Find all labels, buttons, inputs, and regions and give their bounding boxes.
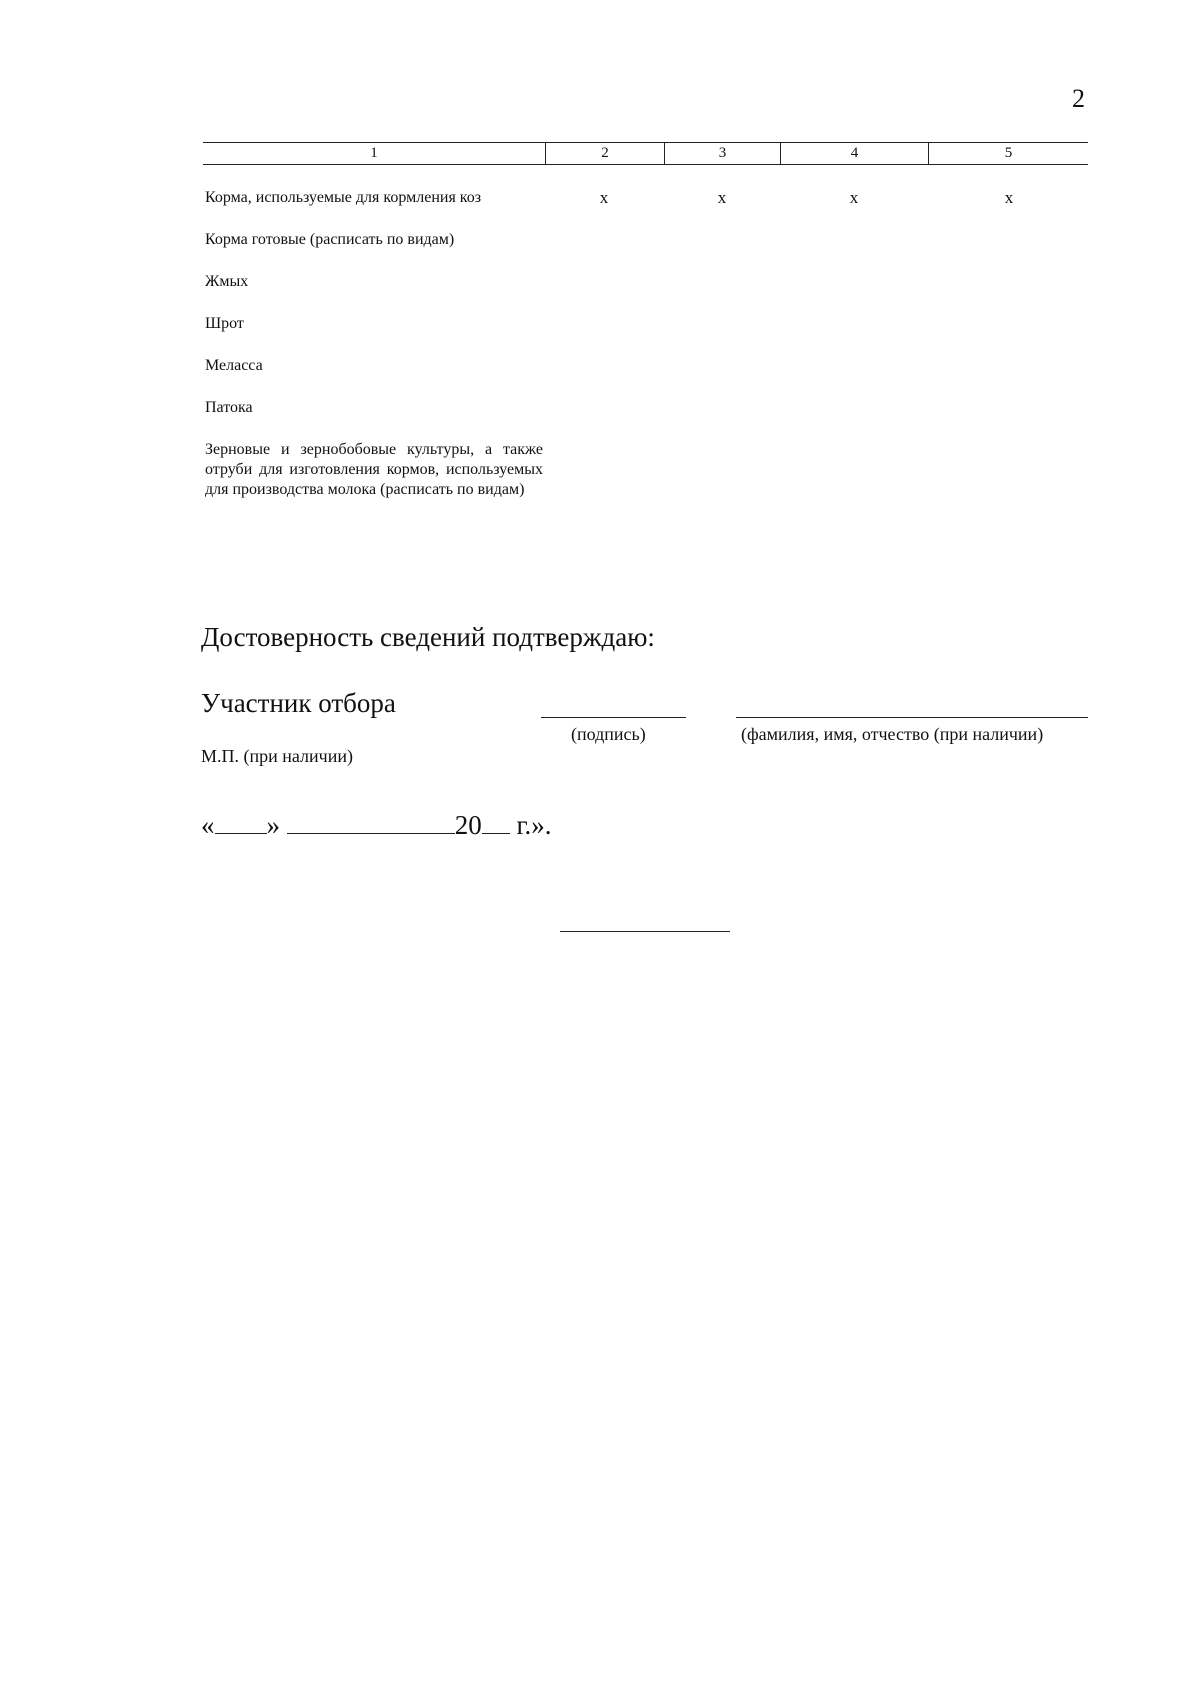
column-number-3: 3	[718, 145, 727, 161]
date-suffix: г.».	[516, 810, 552, 840]
table-cell-mark: х	[849, 188, 859, 207]
table-cell-mark: х	[717, 188, 727, 207]
date-open-quote: «	[201, 810, 215, 840]
table-row-label: Меласса	[205, 357, 263, 374]
table-row-label: Зерновые и зернобобовые культуры, а также отруби для изготовления кормов, используемых для производства молока (расписать по видам)	[205, 441, 543, 498]
table-row-label: Корма, используемые для кормления коз	[205, 189, 482, 206]
table-row-label: Корма готовые (расписать по видам)	[205, 231, 455, 248]
table-cell-mark: х	[1004, 188, 1014, 207]
full-name-line[interactable]	[736, 717, 1088, 718]
table-row-label: Жмых	[205, 273, 249, 290]
signature-line[interactable]	[541, 717, 686, 718]
table-row-label: Патока	[205, 399, 253, 416]
page-number: 2	[1072, 84, 1085, 113]
year-prefix: 20	[454, 810, 482, 840]
table-cell-mark: х	[599, 188, 609, 207]
closing-divider-line	[560, 931, 730, 932]
date-close-quote: »	[266, 810, 280, 840]
month-blank[interactable]	[287, 809, 455, 834]
full-name-caption: (фамилия, имя, отчество (при наличии)	[741, 724, 1044, 744]
column-number-5: 5	[1004, 145, 1013, 161]
table-row-label: Шрот	[205, 315, 244, 332]
seal-label: М.П. (при наличии)	[201, 746, 353, 766]
participant-label: Участник отбора	[201, 688, 396, 718]
column-number-2: 2	[601, 145, 609, 161]
day-blank[interactable]	[215, 809, 267, 834]
confirmation-statement: Достоверность сведений подтверждаю:	[201, 622, 655, 652]
date-line	[201, 809, 552, 841]
year-blank[interactable]	[482, 809, 510, 834]
table-header-bottom-border	[203, 164, 1088, 165]
signature-caption: (подпись)	[571, 724, 646, 744]
column-number-1: 1	[370, 145, 378, 161]
column-number-4: 4	[850, 145, 859, 161]
